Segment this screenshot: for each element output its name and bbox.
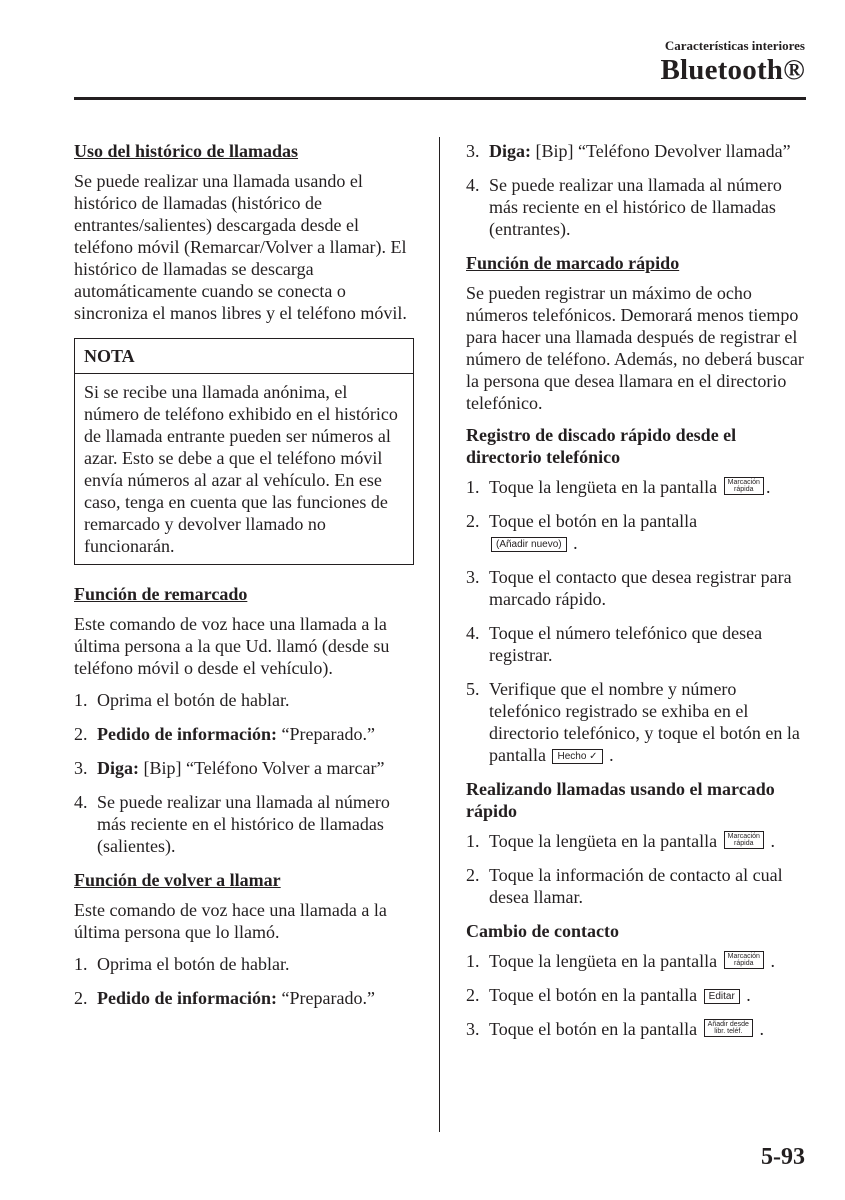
step-text-bold: Diga: — [97, 758, 139, 778]
step-text-plain: Toque la lengüeta en la pantalla — [489, 951, 718, 971]
step-text-plain: Toque el botón en la pantalla — [489, 1019, 698, 1039]
remarcado-heading: Función de remarcado — [74, 584, 248, 604]
step-number: 3. — [466, 567, 480, 587]
list-item — [466, 476, 811, 498]
step-number: 3. — [466, 1019, 480, 1039]
step-number: 3. — [74, 758, 88, 778]
step-number: 2. — [74, 724, 88, 744]
step-text: Toque la lengüeta en la pantalla Marcación rápida . — [489, 477, 771, 497]
step-text-plain: [Bip] “Teléfono Devolver llamada” — [531, 141, 791, 161]
step-text — [97, 791, 414, 857]
step-number: 1. — [466, 477, 480, 497]
step-text-plain: Toque el botón en la pantalla — [489, 985, 698, 1005]
tab-label-line2: rápida — [734, 486, 754, 493]
list-item — [466, 566, 811, 610]
step-text: Toque la lengüeta en la pantalla Marcación rápida . — [489, 831, 775, 851]
historial-body: Se puede realizar una llamada usando el histórico de llamadas (histórico de entrantes/salientes) descargada desde el teléfono móvil (Remarcar/Volver a llamar). El histórico de llamadas se descarga automáticamente cuando se conecta o sincroniza el manos libres y el teléfono móvil. — [74, 171, 407, 323]
step-text-plain: [Bip] “Teléfono Volver a marcar” — [139, 758, 385, 778]
editar-button: Editar — [704, 989, 740, 1004]
volver-steps — [74, 953, 414, 1009]
step-text-plain: Toque la información de contacto al cual desea llamar. — [489, 865, 783, 907]
marcacion-rapida-tab — [724, 477, 764, 495]
left-column — [74, 140, 414, 1021]
step-text: Toque la lengüeta en la pantalla Marcación rápida . — [489, 951, 775, 971]
step-text — [97, 987, 414, 1009]
tab-label-line1: Marcación — [727, 479, 760, 486]
note-title: NOTA — [75, 339, 413, 374]
page-number: 5-93 — [761, 1144, 805, 1170]
cambio-steps — [466, 950, 811, 1040]
step-text: Toque el botón en la pantalla (Añadir nuevo) . — [489, 511, 698, 553]
volver-body: Este comando de voz hace una llamada a la última persona que lo llamó. — [74, 900, 387, 942]
step-text — [489, 566, 811, 610]
button-label-line2: libr. teléf. — [714, 1028, 743, 1035]
step-number: 2. — [74, 988, 88, 1008]
step-text-plain: Toque el contacto que desea registrar para marcado rápido. — [489, 567, 792, 609]
step-text: Toque el botón en la pantalla Editar . — [489, 985, 751, 1005]
realizando-heading: Realizando llamadas usando el marcado rápido — [466, 779, 775, 821]
cambio-heading: Cambio de contacto — [466, 921, 619, 941]
marcacion-rapida-tab — [724, 951, 764, 969]
step-text — [97, 953, 414, 975]
step-number: 1. — [466, 831, 480, 851]
step-number: 2. — [466, 985, 480, 1005]
registro-steps — [466, 476, 811, 766]
list-item — [466, 678, 811, 766]
step-text-plain: Toque el botón en la pantalla — [489, 511, 698, 531]
list-item — [466, 622, 811, 666]
step-text-plain: Se puede realizar una llamada al número más reciente en el histórico de llamadas (entrantes). — [489, 175, 782, 239]
list-item — [74, 791, 414, 857]
historial-heading: Uso del histórico de llamadas — [74, 141, 299, 161]
step-text-plain: Oprima el botón de hablar. — [97, 690, 290, 710]
section-subtitle: Características interiores — [664, 38, 805, 53]
list-item — [466, 510, 811, 554]
step-number: 1. — [74, 954, 88, 974]
list-item — [466, 174, 811, 240]
step-number: 4. — [466, 623, 480, 643]
step-text-bold: Pedido de información: — [97, 724, 277, 744]
step-text-plain: Oprima el botón de hablar. — [97, 954, 290, 974]
rapido-heading: Función de marcado rápido — [466, 253, 680, 273]
anadir-nuevo-button: (Añadir nuevo) — [491, 537, 567, 552]
step-text — [97, 757, 414, 779]
step-text — [97, 723, 414, 745]
step-text: Verifique que el nombre y número telefónico registrado se exhiba en el directorio telefónico, y toque el botón en la pantalla Hecho ✓ . — [489, 679, 800, 765]
list-item — [466, 1018, 811, 1040]
note-body: Si se recibe una llamada anónima, el número de teléfono exhibido en el histórico de llamada entrante pueden ser números al azar. Esto se debe a que el teléfono móvil envía números al azar al vehículo. En ese caso, tenga en cuenta que las funciones de remarcado y devolver llamado no funcionarán. — [84, 382, 398, 556]
list-item — [466, 984, 811, 1006]
step-number: 2. — [466, 511, 480, 531]
step-text: Toque el botón en la pantalla Añadir desde libr. teléf. . — [489, 1019, 764, 1039]
list-item — [466, 140, 811, 162]
list-item — [466, 830, 811, 852]
volver-heading: Función de volver a llamar — [74, 870, 281, 890]
registro-heading: Registro de discado rápido desde el directorio telefónico — [466, 425, 737, 467]
step-text — [489, 864, 811, 908]
marcacion-rapida-tab — [724, 831, 764, 849]
step-number: 2. — [466, 865, 480, 885]
list-item — [466, 864, 811, 908]
step-text-bold: Pedido de información: — [97, 988, 277, 1008]
remarcado-steps — [74, 689, 414, 857]
anadir-desde-libr-telef-button — [704, 1019, 753, 1037]
step-text-bold: Diga: — [489, 141, 531, 161]
step-text — [97, 689, 414, 711]
realizando-steps — [466, 830, 811, 908]
page-title: Bluetooth® — [660, 54, 805, 86]
right-column — [466, 140, 811, 1052]
list-item — [74, 723, 414, 745]
column-divider — [439, 137, 440, 1132]
list-item — [74, 987, 414, 1009]
tab-label-line1: Marcación — [727, 833, 760, 840]
step-number: 3. — [466, 141, 480, 161]
step-text-plain: “Preparado.” — [277, 724, 375, 744]
list-item — [74, 757, 414, 779]
rapido-body: Se pueden registrar un máximo de ocho números telefónicos. Demorará menos tiempo para hacer una llamada después de registrar el número de teléfono. Además, no deberá buscar la persona que desea llamara en el directorio telefónico. — [466, 283, 804, 413]
button-label-line1: Añadir desde — [707, 1021, 749, 1028]
tab-label-line1: Marcación — [727, 953, 760, 960]
step-number: 1. — [466, 951, 480, 971]
step-text-plain: Toque la lengüeta en la pantalla — [489, 477, 718, 497]
volver-steps-continued — [466, 140, 811, 240]
step-text — [489, 622, 811, 666]
step-number: 5. — [466, 679, 480, 699]
step-text-plain: “Preparado.” — [277, 988, 375, 1008]
step-number: 4. — [74, 792, 88, 812]
list-item — [74, 689, 414, 711]
remarcado-body: Este comando de voz hace una llamada a la última persona a la que Ud. llamó (desde su teléfono móvil o desde el vehículo). — [74, 614, 390, 678]
tab-label-line2: rápida — [734, 840, 754, 847]
step-text-plain: Toque el número telefónico que desea registrar. — [489, 623, 763, 665]
tab-label-line2: rápida — [734, 960, 754, 967]
step-text — [489, 174, 811, 240]
note-box — [74, 338, 414, 565]
step-text — [489, 140, 811, 162]
step-text-plain: Se puede realizar una llamada al número más reciente en el histórico de llamadas (salientes). — [97, 792, 390, 856]
list-item — [466, 950, 811, 972]
step-text-plain: Toque la lengüeta en la pantalla — [489, 831, 718, 851]
hecho-button: Hecho ✓ — [552, 749, 602, 764]
step-number: 4. — [466, 175, 480, 195]
list-item — [74, 953, 414, 975]
step-text-plain: Verifique que el nombre y número telefónico registrado se exhiba en el directorio telefónico, y toque el botón en la pantalla — [489, 679, 800, 765]
header-rule — [74, 97, 806, 100]
step-number: 1. — [74, 690, 88, 710]
